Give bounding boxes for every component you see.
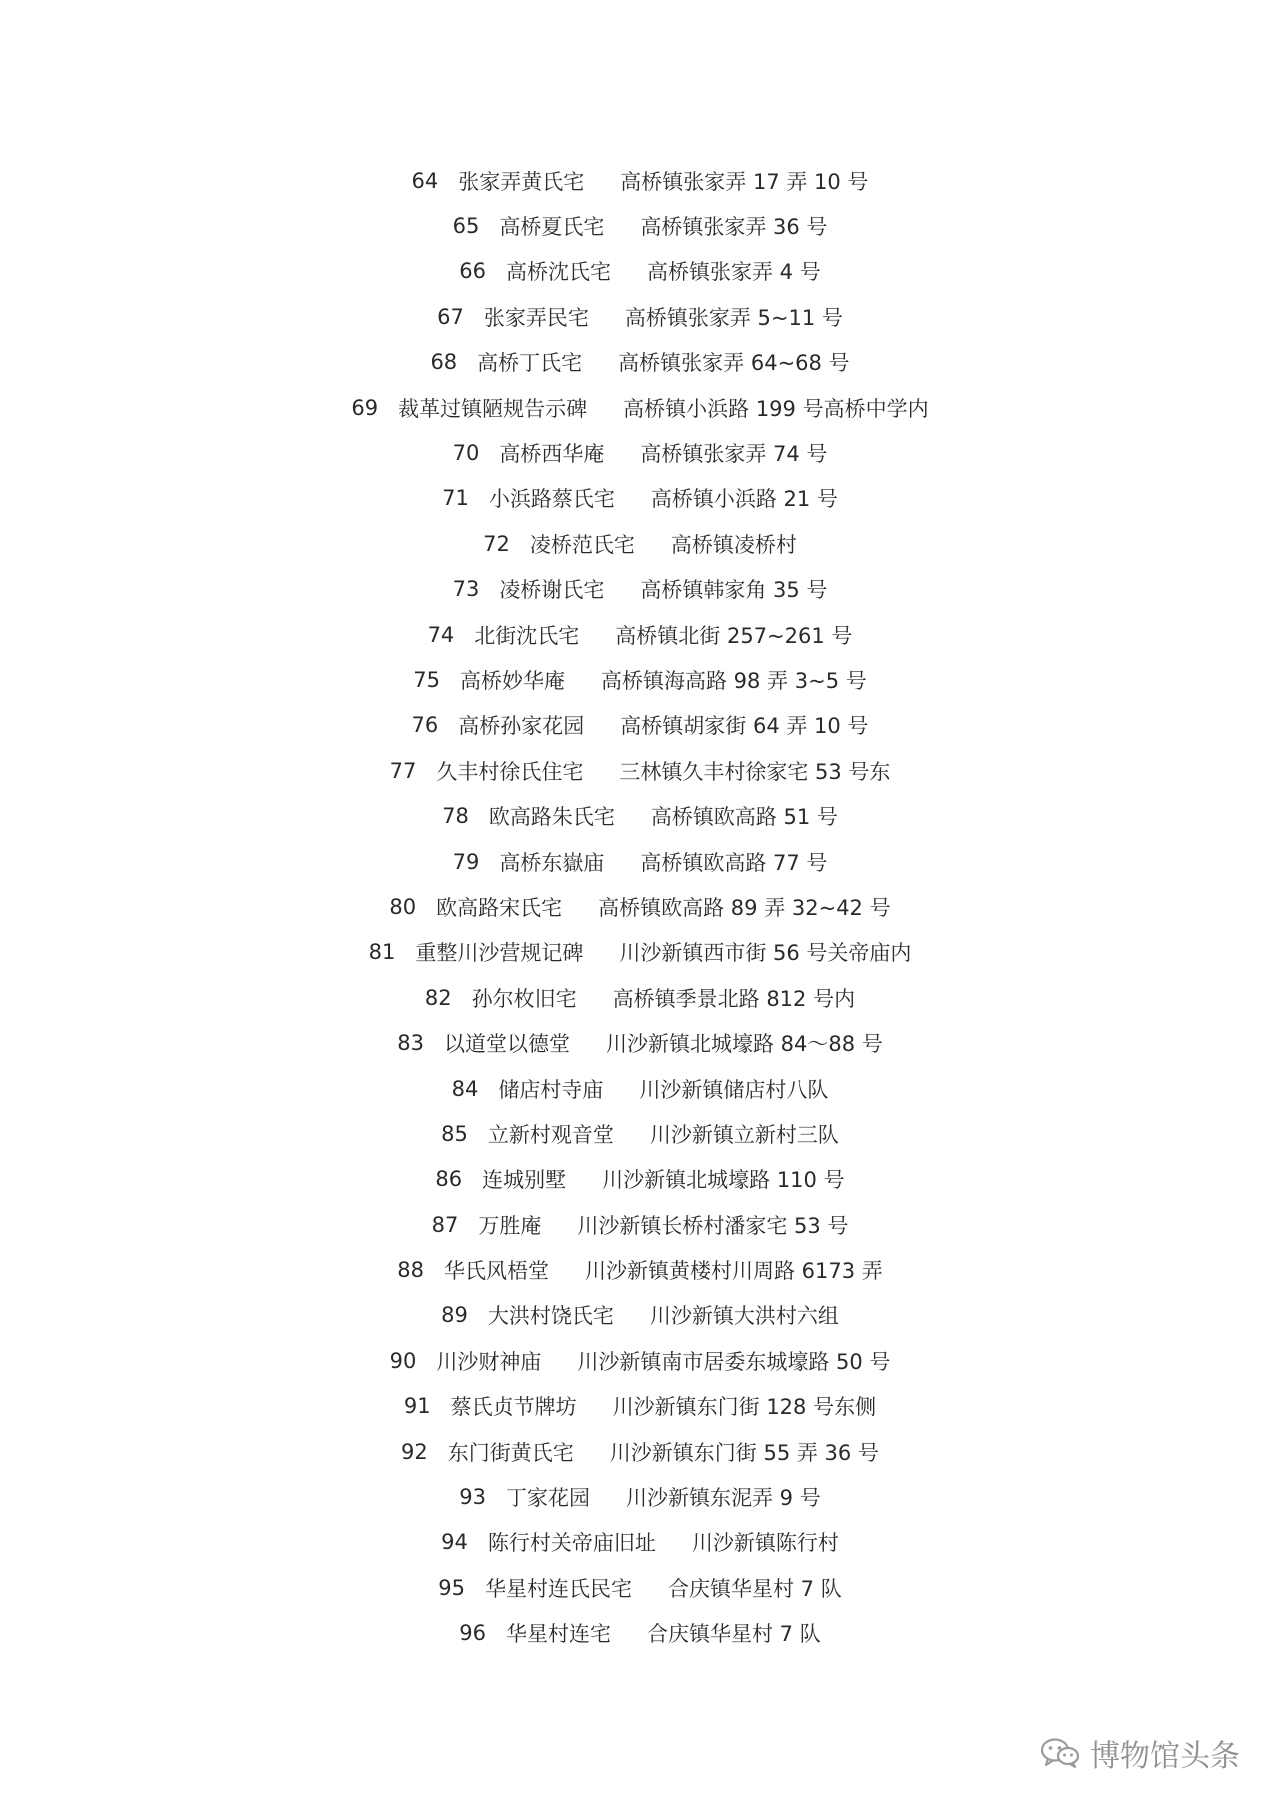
site-name: 大洪村饶氏宅 [487,1304,614,1329]
site-address: 川沙新镇储店村八队 [639,1077,829,1102]
list-item [0,340,1280,385]
list-item [0,930,1280,975]
list-item [0,1020,1280,1065]
site-name: 高桥妙华庵 [459,668,565,693]
item-number: 89 [441,1303,468,1328]
site-address: 川沙新镇西市街 56 号关帝庙内 [619,941,912,966]
site-address: 高桥镇海高路 98 弄 3~5 号 [600,668,867,693]
list-item [0,1384,1280,1429]
site-name: 久丰村徐氏住宅 [436,759,584,784]
site-name: 小浜路蔡氏宅 [488,487,615,512]
list-item [0,1338,1280,1383]
list-item [0,203,1280,248]
item-number: 86 [435,1167,463,1192]
site-address: 高桥镇北街 257~261 号 [615,623,853,648]
site-name: 华星村连宅 [506,1622,611,1647]
site-address: 川沙新镇立新村三队 [649,1122,839,1147]
site-name: 储店村寺庙 [498,1077,604,1102]
site-address: 高桥镇欧高路 77 号 [640,850,828,875]
site-name: 孙尔枚旧宅 [471,986,577,1011]
list-item [0,294,1280,339]
item-number: 80 [389,894,417,919]
site-address: 合庆镇华星村 7 队 [647,1622,821,1647]
list-item [0,567,1280,612]
site-address: 高桥镇张家弄 4 号 [647,260,821,285]
item-number: 81 [368,940,396,965]
site-name: 华氏风梧堂 [443,1259,549,1284]
site-name: 东门街黄氏宅 [447,1440,574,1465]
site-name: 万胜庵 [478,1213,542,1238]
list-item [0,1520,1280,1565]
site-name: 高桥夏氏宅 [499,215,605,240]
item-number: 84 [451,1076,479,1101]
site-name: 凌桥谢氏宅 [499,578,605,603]
list-item [0,657,1280,702]
site-name: 丁家花园 [506,1486,590,1511]
site-name: 高桥东嶽庙 [499,850,605,875]
item-number: 83 [397,1031,424,1056]
site-address: 高桥镇张家弄 17 弄 10 号 [620,169,869,194]
site-address: 合庆镇华星村 7 队 [668,1576,842,1601]
item-number: 95 [438,1575,465,1600]
watermark [1040,1731,1240,1775]
site-address: 高桥镇胡家街 64 弄 10 号 [620,714,869,739]
list-item [0,1202,1280,1247]
list-item [0,884,1280,929]
site-address: 高桥镇张家弄 64~68 号 [618,351,850,376]
site-address: 川沙新镇北城壕路 110 号 [602,1168,845,1193]
site-address: 川沙新镇东门街 55 弄 36 号 [609,1440,879,1465]
site-name: 凌桥范氏宅 [529,532,635,557]
item-number: 92 [401,1439,428,1464]
list-item [0,385,1280,430]
item-number: 69 [351,395,379,420]
list-item [0,612,1280,657]
list-item [0,521,1280,566]
site-name: 北街沈氏宅 [474,623,580,648]
item-number: 88 [397,1258,424,1283]
list-item [0,839,1280,884]
list-item [0,793,1280,838]
list-item [0,249,1280,294]
list-item [0,1611,1280,1656]
site-address: 川沙新镇黄楼村川周路 6173 弄 [584,1259,883,1284]
site-address: 川沙新镇东泥弄 9 号 [626,1486,821,1511]
site-address: 高桥镇欧高路 89 弄 32~42 号 [598,895,891,920]
site-name: 陈行村关帝庙旧址 [487,1531,656,1556]
site-name: 欧高路宋氏宅 [436,895,563,920]
item-number: 72 [483,531,510,556]
item-number: 66 [459,259,486,284]
list-item [0,1293,1280,1338]
site-address: 川沙新镇陈行村 [691,1531,839,1556]
watermark-text: 博物馆头条 [1090,1739,1240,1774]
list-item [0,975,1280,1020]
list-item [0,1247,1280,1292]
list-item [0,1474,1280,1519]
list-item [0,1111,1280,1156]
list-item [0,1565,1280,1610]
list-item [0,748,1280,793]
site-address: 川沙新镇南市居委东城壕路 50 号 [577,1349,891,1374]
heritage-site-list [0,158,1280,1656]
list-item [0,1429,1280,1474]
site-name: 高桥西华庵 [499,442,605,467]
site-address: 高桥镇凌桥村 [670,532,797,557]
item-number: 76 [411,713,439,738]
list-item [0,430,1280,475]
site-address: 高桥镇欧高路 51 号 [650,805,838,830]
item-number: 65 [452,214,480,239]
site-name: 以道堂以德堂 [443,1032,570,1057]
site-name: 张家弄黄氏宅 [458,169,585,194]
list-item [0,476,1280,521]
site-name: 连城别墅 [482,1168,567,1193]
item-number: 77 [389,758,417,783]
site-name: 川沙财神庙 [436,1349,542,1374]
site-address: 三林镇久丰村徐家宅 53 号东 [619,759,891,784]
site-address: 高桥镇季景北路 812 号内 [612,986,856,1011]
site-name: 张家弄民宅 [483,305,589,330]
site-address: 高桥镇张家弄 5~11 号 [624,305,843,330]
site-name: 高桥丁氏宅 [477,351,583,376]
item-number: 75 [413,667,440,692]
list-item [0,158,1280,203]
site-name: 裁革过镇陋规告示碑 [398,396,588,421]
item-number: 90 [389,1348,417,1373]
site-name: 重整川沙营规记碑 [415,941,584,966]
site-name: 高桥沈氏宅 [506,260,611,285]
item-number: 64 [411,168,439,193]
site-name: 立新村观音堂 [487,1122,614,1147]
item-number: 85 [441,1121,468,1146]
item-number: 79 [452,849,480,874]
list-item [0,1066,1280,1111]
site-address: 川沙新镇大洪村六组 [649,1304,839,1329]
item-number: 78 [442,804,469,829]
site-address: 川沙新镇北城壕路 84～88 号 [605,1032,883,1057]
site-address: 高桥镇韩家角 35 号 [640,578,828,603]
item-number: 82 [424,985,452,1010]
item-number: 96 [459,1621,486,1646]
item-number: 67 [437,304,464,329]
site-address: 高桥镇张家弄 36 号 [640,215,828,240]
wechat-icon [1040,1737,1080,1769]
item-number: 94 [441,1530,468,1555]
item-number: 70 [452,441,480,466]
site-address: 高桥镇张家弄 74 号 [640,442,828,467]
site-address: 高桥镇小浜路 21 号 [650,487,838,512]
item-number: 74 [427,622,455,647]
site-address: 川沙新镇东门街 128 号东侧 [612,1395,877,1420]
site-name: 蔡氏贞节牌坊 [450,1395,577,1420]
site-address: 川沙新镇长桥村潘家宅 53 号 [577,1213,849,1238]
item-number: 87 [431,1212,459,1237]
list-item [0,703,1280,748]
site-name: 高桥孙家花园 [458,714,585,739]
item-number: 91 [403,1394,431,1419]
site-address: 高桥镇小浜路 199 号高桥中学内 [623,396,929,421]
list-item [0,1157,1280,1202]
site-name: 华星村连氏民宅 [485,1576,632,1601]
item-number: 68 [430,350,458,375]
item-number: 73 [452,577,480,602]
site-name: 欧高路朱氏宅 [488,805,615,830]
item-number: 93 [459,1485,486,1510]
item-number: 71 [442,486,469,511]
